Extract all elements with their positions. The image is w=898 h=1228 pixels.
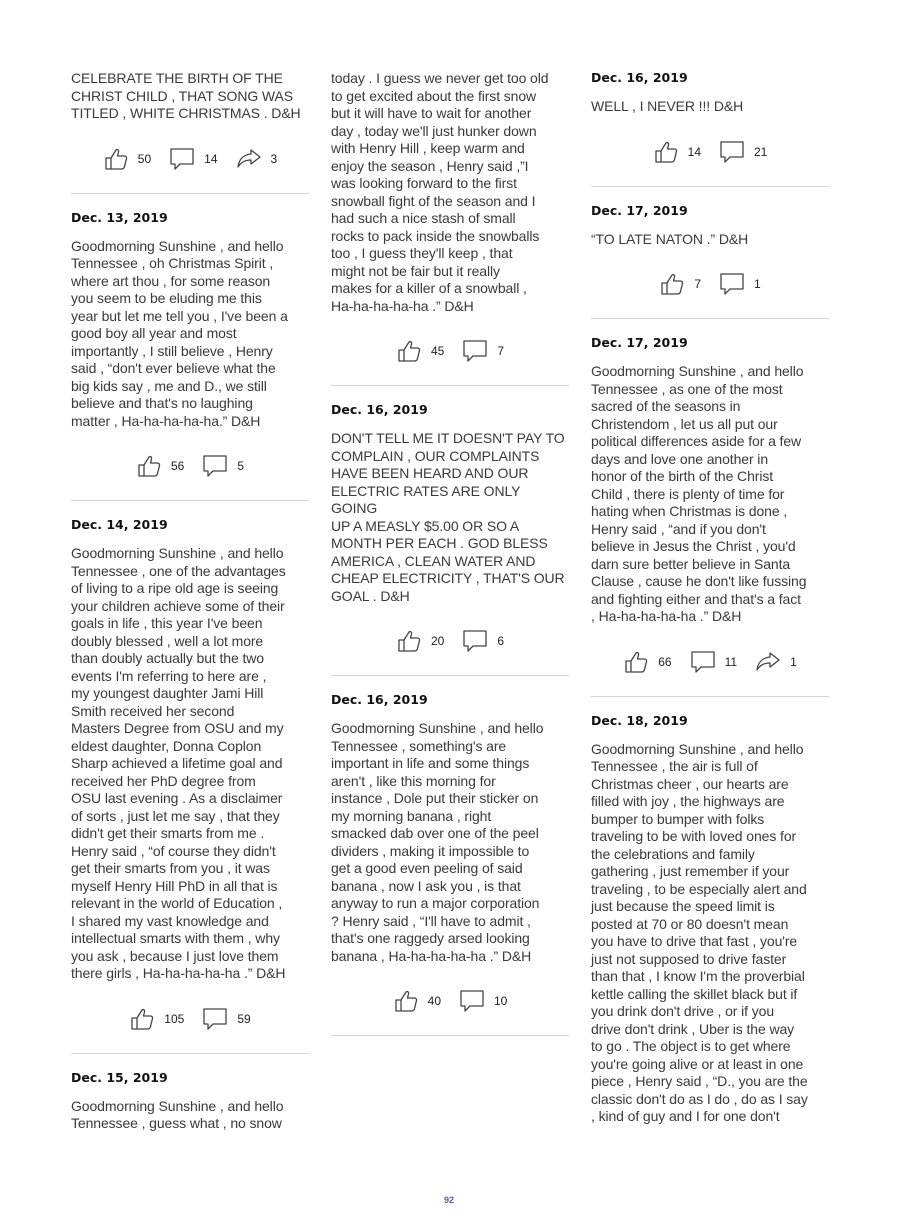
post-date: Dec. 17, 2019 — [591, 202, 688, 218]
like-count: 14 — [687, 144, 701, 159]
comment-reaction[interactable] — [202, 453, 244, 479]
post-text: Goodmorning Sunshine , and hello Tennessee , guess what , no snow — [71, 1097, 284, 1131]
share-count: 1 — [790, 654, 797, 669]
reaction-bar — [331, 337, 569, 365]
comment-reaction[interactable] — [459, 988, 507, 1014]
share-reaction[interactable] — [755, 649, 797, 675]
share-icon — [755, 649, 781, 675]
like-count: 56 — [170, 459, 185, 473]
like-reaction[interactable] — [103, 146, 151, 172]
thumbs-up-icon — [396, 338, 422, 364]
post-text: CELEBRATE THE BIRTH OF THE CHRIST CHILD , THAT SONG WAS TITLED , WHITE CHRISTMAS . D&H — [71, 70, 301, 121]
share-count: 3 — [270, 151, 278, 166]
comment-reaction[interactable] — [202, 1006, 250, 1032]
thumbs-up-icon — [623, 649, 649, 675]
comment-reaction[interactable] — [169, 146, 217, 172]
post — [71, 210, 309, 502]
like-reaction[interactable] — [393, 988, 441, 1014]
post-date: Dec. 13, 2019 — [71, 209, 168, 225]
post-date: Dec. 15, 2019 — [71, 1069, 168, 1085]
reaction-bar — [591, 270, 829, 298]
thumbs-up-icon — [659, 271, 685, 297]
post-date: Dec. 17, 2019 — [591, 335, 688, 350]
reaction-bar — [71, 1005, 309, 1033]
comment-reaction[interactable] — [462, 338, 504, 364]
like-count: 105 — [164, 1011, 185, 1026]
comment-count: 6 — [497, 634, 505, 648]
reaction-bar — [71, 452, 309, 480]
post-date: Dec. 18, 2019 — [591, 712, 688, 728]
comment-count: 10 — [494, 994, 508, 1008]
column-3 — [591, 70, 829, 1148]
thumbs-up-icon — [103, 146, 129, 172]
post-text: WELL , I NEVER !!! D&H — [591, 98, 744, 114]
like-reaction[interactable] — [136, 453, 184, 479]
post — [591, 335, 829, 697]
post-text: Goodmorning Sunshine , and hello Tennessee , the air is full of Christmas cheer , our hearts are filled with joy , the highways are bumper to bumper with folks traveling to be with loved ones for the celebrations and family gathering , just remember if your traveling , to be especially alert and just because the speed limit is posted at 70 or 80 doesn't mean you have to drive that fast , you're just not supposed to drive faster than that , I know I'm the proverbial kettle calling the skillet black but if you drink don't drive , or if you drive don't drink , Uber is the way to go . The object is to get where you're going alive or at least in one piece , Henry said , “D., you are the classic don't do as I do , do as I say , kind of guy and I for one don't — [591, 740, 808, 1124]
post-date: Dec. 16, 2019 — [331, 692, 428, 707]
like-reaction[interactable] — [396, 628, 444, 654]
like-count: 20 — [430, 634, 445, 648]
comment-icon — [719, 139, 745, 165]
comment-icon — [462, 338, 488, 364]
column-1 — [71, 70, 309, 1155]
post — [331, 402, 569, 676]
post — [331, 692, 569, 1036]
comment-count: 14 — [204, 151, 218, 166]
comment-count: 11 — [724, 654, 738, 669]
post-text: Goodmorning Sunshine , and hello Tennessee , oh Christmas Spirit , where art thou , for some reason you seem to be eluding me this year but let me tell you , I've been a good boy all year and most importantly , I still believe , Henry said , “don't ever believe what the big kids say , me and D., we still believe and that's no laughing matter , Ha-ha-ha-ha-ha.” D&H — [71, 237, 288, 429]
post-text: Goodmorning Sunshine , and hello Tennessee , as one of the most sacred of the seasons in Christendom , let us all put our political differences aside for a few days and love one another in honor of the birth of the Christ Child , there is plenty of time for hating when Christmas is done , Henry said , “and if you don't believe in Jesus the Christ , you'd darn sure better believe in Santa Clause , cause he don't like fussing and fighting either and that's a fact , Ha-ha-ha-ha-ha .” D&H — [591, 363, 807, 624]
post — [591, 713, 829, 1126]
thumbs-up-icon — [653, 139, 679, 165]
thumbs-up-icon — [136, 453, 162, 479]
post-text: Goodmorning Sunshine , and hello Tennessee , something's are important in life and some things aren't , like this morning for instance , Dole put their sticker on my morning banana , right smacked dab over one of the peel dividers , making it impossible to get a good even peeling of said banana , now I ask you , is that anyway to run a major corporation ? Henry said , “I'll have to admit , that's one raggedy arsed looking banana , Ha-ha-ha-ha-ha .” D&H — [331, 720, 544, 964]
comment-reaction[interactable] — [690, 649, 737, 675]
comment-count: 59 — [237, 1011, 251, 1026]
post-date: Dec. 16, 2019 — [331, 402, 428, 417]
comment-icon — [202, 453, 228, 479]
comment-icon — [202, 1006, 228, 1032]
thumbs-up-icon — [393, 988, 419, 1014]
like-count: 40 — [427, 994, 441, 1008]
post — [71, 517, 309, 1054]
post — [591, 70, 829, 187]
comment-count: 21 — [754, 144, 768, 159]
like-reaction[interactable] — [129, 1006, 184, 1032]
comment-reaction[interactable] — [719, 139, 767, 165]
like-count: 50 — [137, 151, 152, 166]
like-reaction[interactable] — [653, 139, 701, 165]
share-reaction[interactable] — [236, 146, 278, 172]
reaction-bar — [331, 987, 569, 1015]
post — [71, 70, 309, 194]
share-icon — [236, 146, 262, 172]
post-text: “TO LATE NATON .” D&H — [591, 230, 749, 247]
post — [591, 203, 829, 320]
post — [331, 70, 569, 386]
column-2 — [331, 70, 569, 1052]
page-number: 92 — [443, 1195, 454, 1205]
comment-icon — [462, 628, 488, 654]
like-count: 66 — [658, 654, 672, 669]
reaction-bar — [71, 145, 309, 173]
reaction-bar — [331, 627, 569, 655]
reaction-bar — [591, 648, 829, 676]
comment-reaction[interactable] — [462, 628, 504, 654]
like-reaction[interactable] — [623, 649, 671, 675]
post — [71, 1070, 309, 1133]
comment-reaction[interactable] — [719, 271, 761, 297]
post-date: Dec. 14, 2019 — [71, 517, 168, 532]
comment-icon — [690, 649, 716, 675]
post-text: DON'T TELL ME IT DOESN'T PAY TO COMPLAIN , OUR COMPLAINTS HAVE BEEN HEARD AND OUR ELECTRIC RATES ARE ONLY GOING UP A MEASLY $5.00 OR SO A MONTH PER EACH . GOD BLESS AMERICA , CLEAN WATER AND CHEAP ELECTRICITY , THAT'S OUR GOAL . D&H — [331, 430, 565, 604]
like-reaction[interactable] — [659, 271, 701, 297]
comment-count: 1 — [754, 277, 761, 291]
comment-count: 5 — [237, 459, 245, 473]
comment-icon — [719, 271, 745, 297]
like-count: 45 — [430, 344, 445, 358]
thumbs-up-icon — [396, 628, 422, 654]
post-date: Dec. 16, 2019 — [591, 70, 688, 85]
comment-icon — [459, 988, 485, 1014]
post-text: today . I guess we never get too old to get excited about the first snow but it will have to wait for another day , today we'll just hunker down with Henry Hill , keep warm and enjoy the season , Henry said ,”I was looking forward to the first snowball fight of the season and I had such a nice stash of small rocks to pack inside the snowballs too , I guess they'll keep , that might not be fair but it really makes for a killer of a snowball , Ha-ha-ha-ha-ha .” D&H — [331, 70, 549, 314]
like-count: 7 — [694, 277, 701, 291]
comment-icon — [169, 146, 195, 172]
like-reaction[interactable] — [396, 338, 444, 364]
thumbs-up-icon — [129, 1006, 155, 1032]
reaction-bar — [591, 138, 829, 166]
post-text: Goodmorning Sunshine , and hello Tennessee , one of the advantages of living to a ripe old age is seeing your children achieve some of their goals in life , this year I've been doubly blessed , well a lot more than doubly actually but the two events I'm referring to here are , my youngest daughter Jami Hill Smith received her second Masters Degree from OSU and my eldest daughter, Donna Coplon Sharp achieved a lifetime goal and received her PhD degree from OSU last evening . As a disclaimer of sorts , just let me say , that they didn't get their smarts from me . Henry said , “of course they didn't get their smarts from you , it was myself Henry Hill PhD in all that is relevant in the world of Education , I shared my vast knowledge and intellectual smarts with them , why you ask , because I just love them there girls , Ha-ha-ha-ha-ha .” D&H — [71, 545, 286, 981]
comment-count: 7 — [497, 344, 505, 358]
